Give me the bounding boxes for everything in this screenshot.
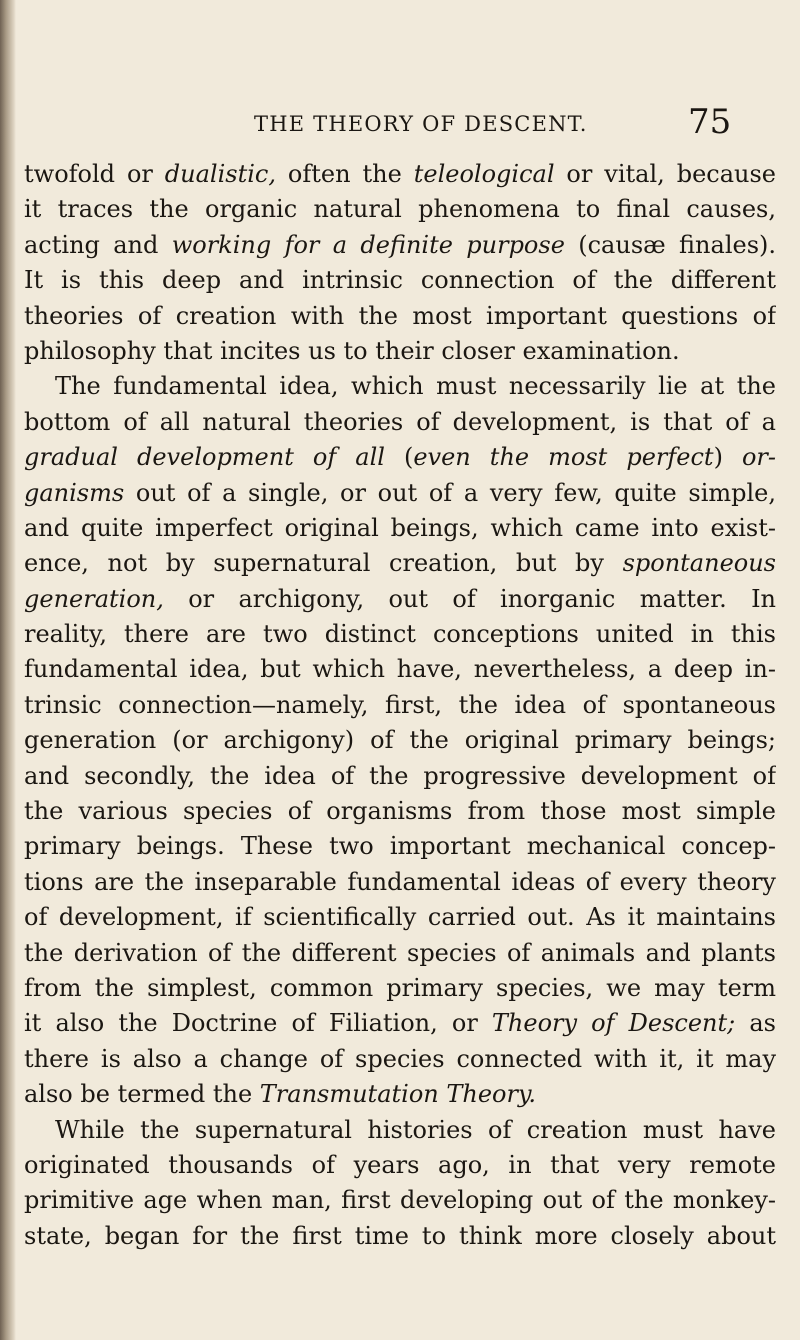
text-run: acting and bbox=[24, 230, 172, 259]
text-line bbox=[24, 1077, 776, 1112]
text-line bbox=[24, 192, 776, 227]
text-line bbox=[24, 900, 776, 935]
text-run: state, began for the first time to think more closely about bbox=[24, 1221, 776, 1250]
text-run: or archigony, out of inorganic matter. In bbox=[163, 584, 776, 613]
italic-text: ganisms bbox=[24, 478, 125, 507]
text-line bbox=[24, 1113, 776, 1148]
page-number: 75 bbox=[688, 102, 732, 142]
text-line bbox=[24, 228, 776, 263]
text-run: originated thousands of years ago, in that very remote bbox=[24, 1150, 776, 1179]
text-run: tions are the inseparable fundamental ideas of every theory bbox=[24, 867, 776, 896]
text-line bbox=[24, 829, 776, 864]
text-run: and secondly, the idea of the progressive development of bbox=[24, 761, 776, 790]
text-line bbox=[24, 688, 776, 723]
text-run: primitive age when man, first developing out of the monkey- bbox=[24, 1186, 776, 1215]
text-line bbox=[24, 723, 776, 758]
text-line bbox=[24, 936, 776, 971]
italic-text: Transmutation Theory. bbox=[259, 1080, 536, 1109]
text-run: ence, not by supernatural creation, but by bbox=[24, 549, 623, 578]
text-line bbox=[24, 759, 776, 794]
text-line bbox=[24, 971, 776, 1006]
text-run: twofold or bbox=[24, 160, 165, 188]
italic-text: Theory of Descent; bbox=[491, 1009, 736, 1038]
page-header bbox=[0, 102, 800, 152]
text-line bbox=[24, 1042, 776, 1077]
text-run: bottom of all natural theories of development, is that of a bbox=[24, 407, 776, 436]
text-run: fundamental idea, but which have, nevertheless, a deep in- bbox=[24, 655, 776, 684]
italic-text: dualistic, bbox=[164, 160, 276, 188]
page-binding-edge bbox=[0, 0, 16, 1340]
text-run: there is also a change of species connected with it, it may bbox=[24, 1044, 776, 1073]
italic-text: even the most perfect bbox=[413, 443, 714, 472]
text-run: theories of creation with the most important questions of bbox=[24, 301, 776, 330]
text-line bbox=[24, 405, 776, 440]
text-run: ) bbox=[713, 443, 742, 472]
text-run: trinsic connection—namely, first, the idea of spontaneous bbox=[24, 690, 776, 719]
italic-text: generation, bbox=[24, 584, 164, 613]
text-line bbox=[24, 334, 776, 369]
text-run: generation (or archigony) of the original primary beings; bbox=[24, 726, 776, 755]
text-line bbox=[24, 511, 776, 546]
text-line bbox=[24, 263, 776, 298]
text-line bbox=[24, 299, 776, 334]
text-line bbox=[24, 582, 776, 617]
text-line bbox=[24, 369, 776, 404]
text-line bbox=[24, 1148, 776, 1183]
text-run: The fundamental idea, which must necessarily lie at the bbox=[55, 372, 776, 401]
text-line bbox=[24, 1183, 776, 1218]
text-run: the derivation of the different species of animals and plants bbox=[24, 938, 776, 967]
text-run: from the simplest, common primary species, we may term bbox=[24, 973, 776, 1002]
text-run: out of a single, or out of a very few, quite simple, bbox=[124, 478, 776, 507]
text-run: it traces the organic natural phenomena to final causes, bbox=[24, 195, 776, 224]
text-run: and quite imperfect original beings, which came into exist- bbox=[24, 513, 776, 542]
text-line bbox=[24, 440, 776, 475]
text-run: also be termed the bbox=[24, 1080, 260, 1109]
body-text bbox=[24, 157, 776, 1254]
text-run: While the supernatural histories of creation must have bbox=[55, 1115, 776, 1144]
text-line bbox=[24, 794, 776, 829]
italic-text: or- bbox=[741, 443, 776, 472]
italic-text: teleological bbox=[413, 160, 555, 188]
text-line bbox=[24, 865, 776, 900]
text-line bbox=[24, 1219, 776, 1254]
text-run: ( bbox=[384, 443, 414, 472]
text-line bbox=[24, 617, 776, 652]
text-line bbox=[24, 476, 776, 511]
text-run: It is this deep and intrinsic connection of the different bbox=[24, 266, 776, 295]
text-run: it also the Doctrine of Filiation, or bbox=[24, 1009, 492, 1038]
text-line bbox=[24, 652, 776, 687]
italic-text: spontaneous bbox=[622, 549, 776, 578]
text-run: as bbox=[735, 1009, 776, 1038]
text-run: often the bbox=[275, 160, 414, 188]
italic-text: gradual development of all bbox=[24, 443, 385, 472]
italic-text: working for a definite purpose bbox=[171, 230, 565, 259]
text-run: (causæ finales). bbox=[564, 230, 776, 259]
text-run: of development, if scientifically carried out. As it maintains bbox=[24, 903, 776, 932]
text-run: the various species of organisms from those most simple bbox=[24, 797, 776, 826]
running-head: THE THEORY OF DESCENT. bbox=[254, 112, 588, 136]
text-run: primary beings. These two important mechanical concep- bbox=[24, 832, 776, 861]
text-line bbox=[24, 546, 776, 581]
text-run: reality, there are two distinct conceptions united in this bbox=[24, 620, 776, 649]
text-line bbox=[24, 157, 776, 192]
text-run: or vital, because bbox=[554, 160, 776, 188]
text-line bbox=[24, 1006, 776, 1041]
text-run: philosophy that incites us to their closer examination. bbox=[24, 336, 680, 365]
